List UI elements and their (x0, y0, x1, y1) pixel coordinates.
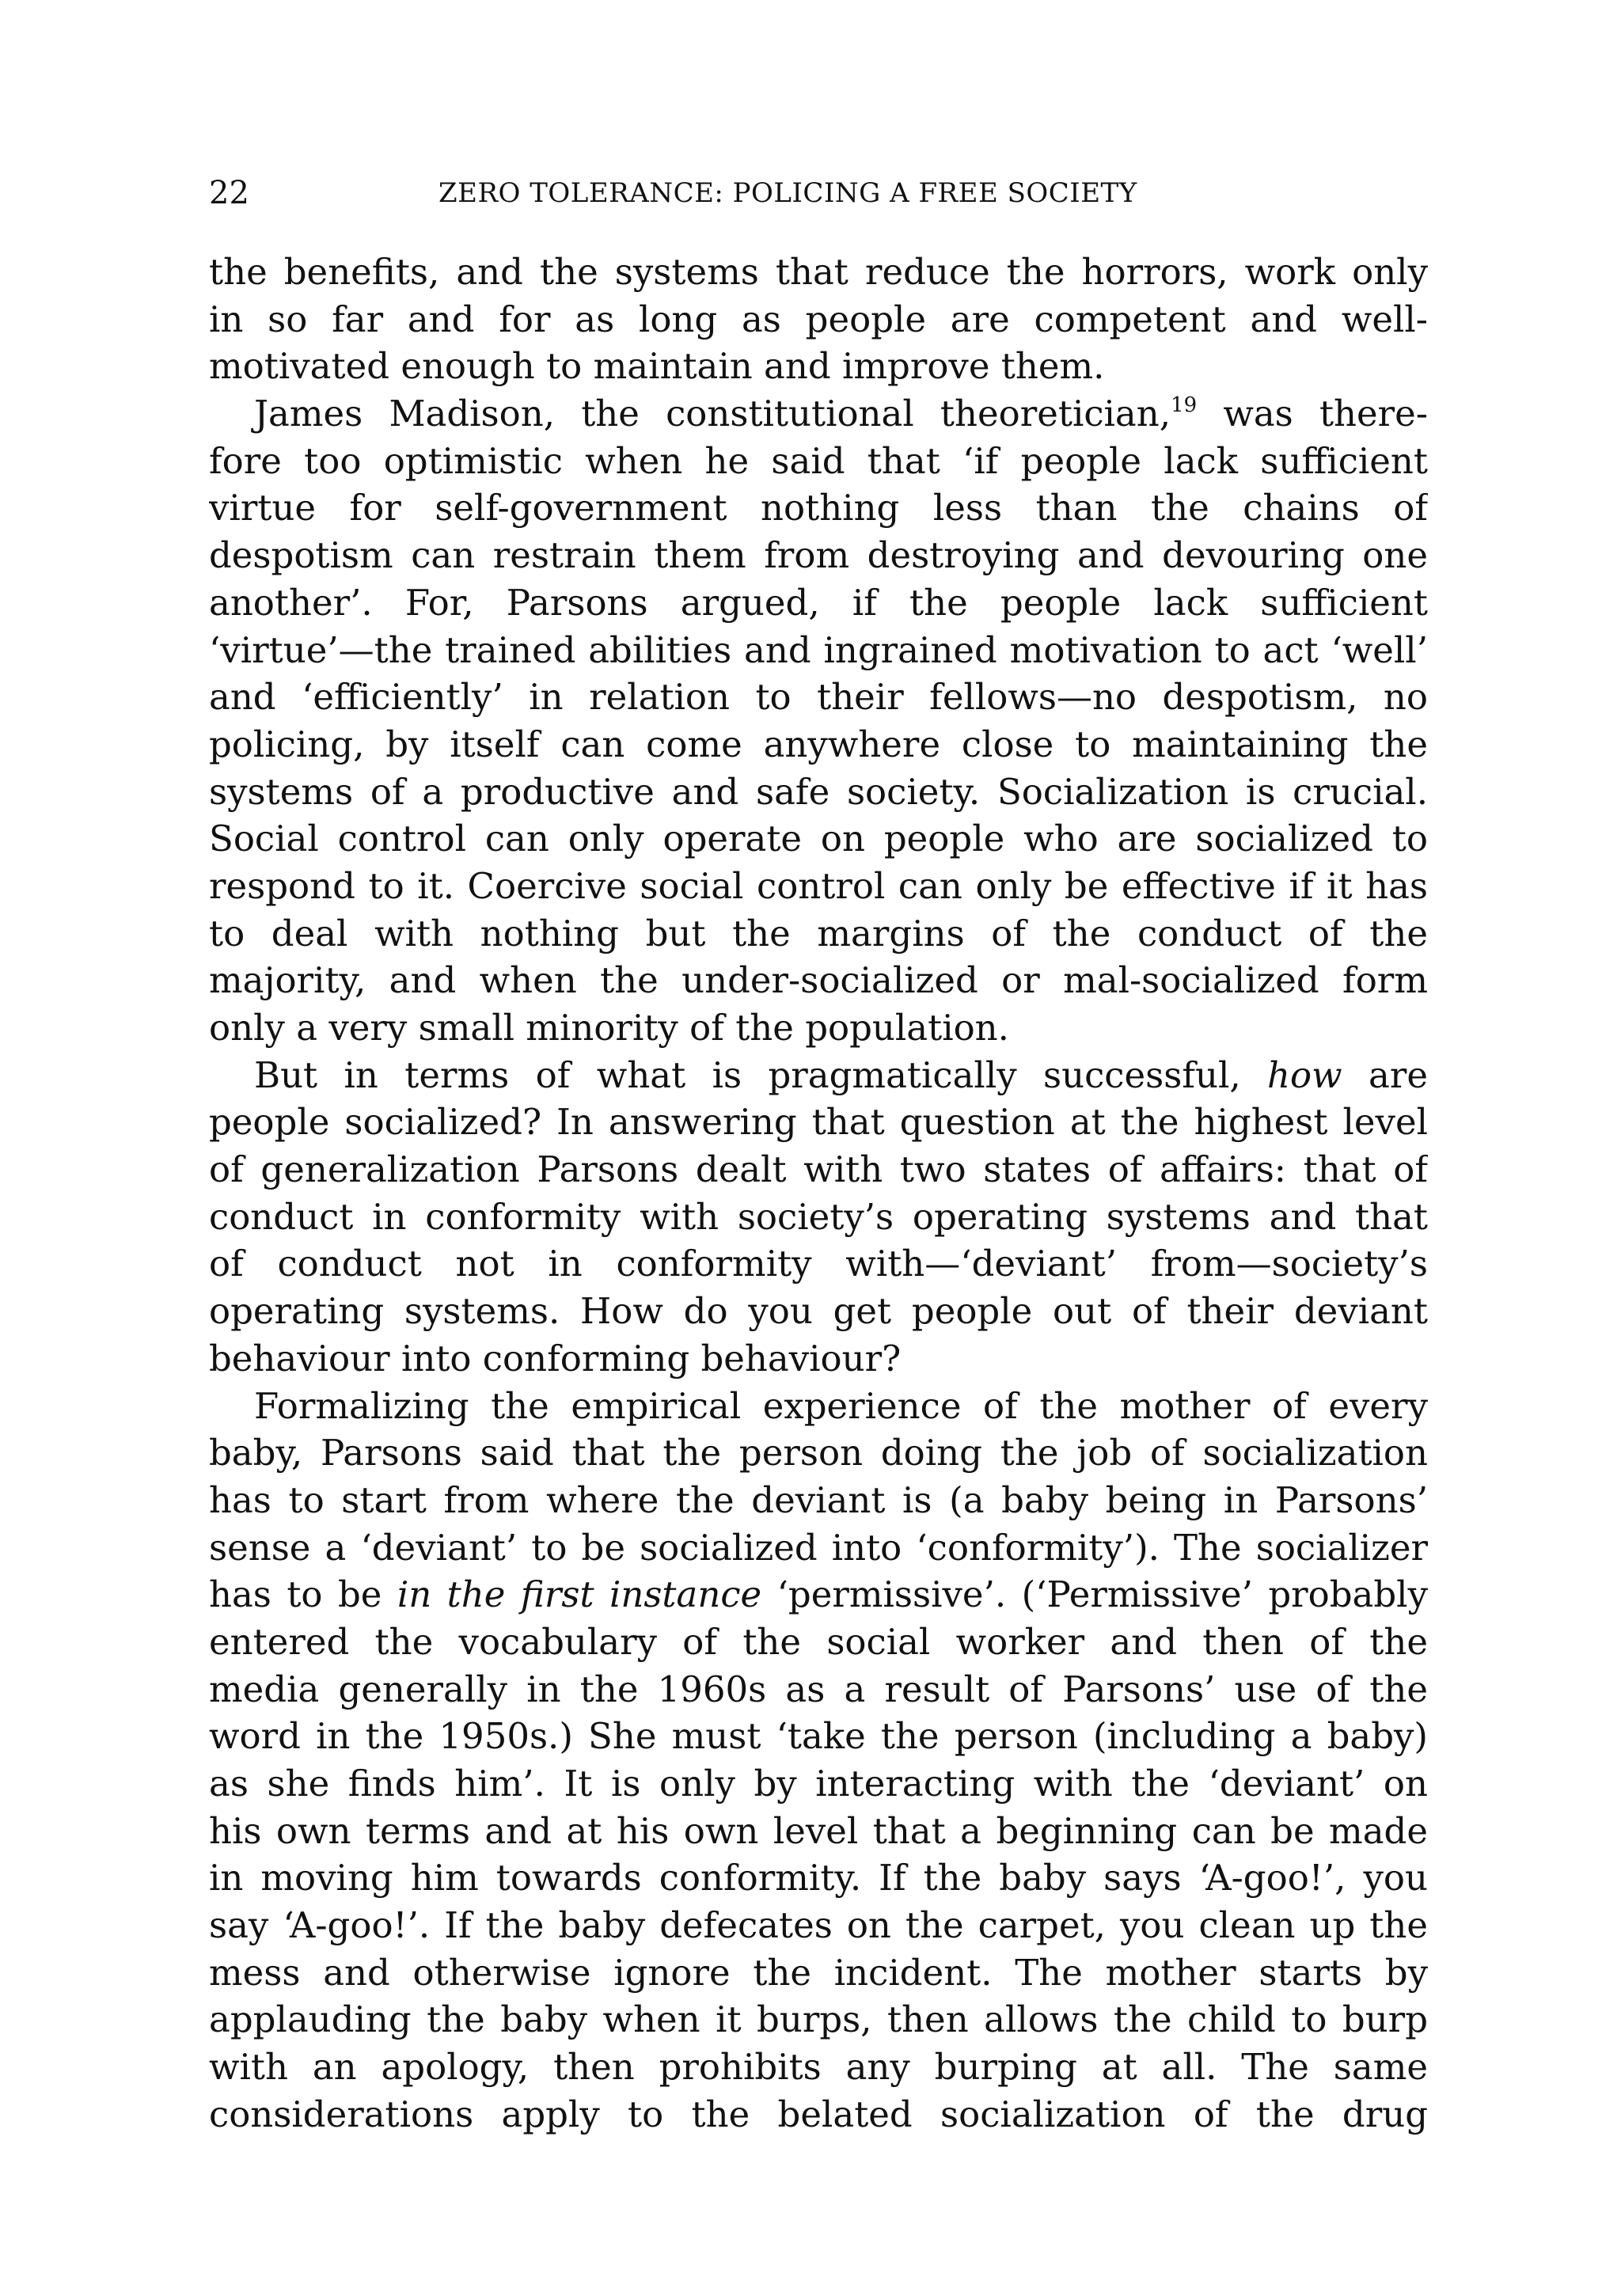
text-line: considerations apply to the belated socialization of the drug (209, 2093, 1428, 2135)
body-text (209, 249, 1428, 2139)
text-line: despotism can restrain them from destroying and devouring one (209, 534, 1428, 577)
text-line: of conduct not in conformity with—‘deviant’ from—society’s (209, 1243, 1428, 1285)
text-line: ‘virtue’—the trained abilities and ingrained motivation to act ‘well’ (209, 628, 1428, 671)
text-segment: But in terms of what is pragmatically successful, (254, 1053, 1268, 1096)
text-line: the benefits, and the systems that reduce the horrors, work only (209, 251, 1428, 293)
page-header (209, 169, 1428, 217)
text-line: fore too optimistic when he said that ‘if people lack sufficient (209, 439, 1428, 482)
text-line: to deal with nothing but the margins of the conduct of the (209, 912, 1428, 954)
emphasis-text: in the first instance (397, 1573, 762, 1616)
text-line: mess and otherwise ignore the incident. The mother starts by (209, 1951, 1428, 1994)
text-line: people socialized? In answering that question at the highest level (209, 1101, 1428, 1144)
text-line: majority, and when the under-socialized or mal-socialized form (209, 959, 1428, 1002)
text-line: motivated enough to maintain and improve them. (209, 345, 1105, 388)
text-line: respond to it. Coercive social control can only be effective if it has (209, 864, 1428, 907)
text-line: operating systems. How do you get people out of their deviant (209, 1290, 1428, 1333)
text-line (209, 390, 1428, 438)
text-line: Formalizing the empirical experience of the mother of every (254, 1384, 1428, 1427)
text-line: in so far and for as long as people are competent and well- (209, 298, 1428, 340)
text-line: policing, by itself can come anywhere close to maintaining the (209, 723, 1428, 765)
text-segment: has to be (209, 1573, 397, 1616)
text-line: entered the vocabulary of the social worker and then of the (209, 1620, 1428, 1663)
footnote-marker: 19 (1171, 393, 1198, 418)
page-number: 22 (209, 175, 249, 211)
text-segment: was there- (1197, 393, 1428, 435)
text-line (209, 1571, 1428, 1619)
emphasis-text: how (1267, 1053, 1342, 1096)
text-line: behaviour into conforming behaviour? (209, 1337, 902, 1379)
text-segment: are (1342, 1053, 1428, 1096)
text-segment: James Madison, the constitutional theoretician, (254, 393, 1171, 435)
text-line: in moving him towards conformity. If the baby says ‘A-goo!’, you (209, 1857, 1428, 1899)
text-line: only a very small minority of the population. (209, 1007, 1009, 1049)
text-line: say ‘A-goo!’. If the baby defecates on the carpet, you clean up the (209, 1904, 1428, 1947)
text-line: has to start from where the deviant is (a baby being in Parsons’ (209, 1478, 1428, 1521)
text-line: another’. For, Parsons argued, if the people lack sufficient (209, 581, 1428, 624)
text-line: as she finds him’. It is only by interacting with the ‘deviant’ on (209, 1763, 1428, 1805)
text-line: with an apology, then prohibits any burping at all. The same (209, 2046, 1428, 2089)
text-line: systems of a productive and safe society. Socialization is crucial. (209, 770, 1428, 813)
running-head: ZERO TOLERANCE: POLICING A FREE SOCIETY (438, 177, 1137, 209)
text-line (209, 1052, 1428, 1099)
text-line: baby, Parsons said that the person doing the job of socialization (209, 1432, 1428, 1474)
text-line: virtue for self-government nothing less than the chains of (209, 487, 1428, 529)
text-line: of generalization Parsons dealt with two states of affairs: that of (209, 1148, 1428, 1191)
text-line: and ‘efficiently’ in relation to their fellows—no despotism, no (209, 676, 1428, 719)
text-segment: ‘permissive’. (‘Permissive’ probably (761, 1573, 1428, 1616)
text-line: word in the 1950s.) She must ‘take the person (including a baby) (209, 1715, 1428, 1758)
text-line: applauding the baby when it burps, then allows the child to burp (209, 1998, 1428, 2041)
text-line: his own terms and at his own level that a beginning can be made (209, 1809, 1428, 1852)
text-line: media generally in the 1960s as a result of Parsons’ use of the (209, 1668, 1428, 1710)
text-line: Social control can only operate on people who are socialized to (209, 818, 1428, 860)
text-line: sense a ‘deviant’ to be socialized into ‘conformity’). The socializer (209, 1526, 1428, 1569)
text-line: conduct in conformity with society’s operating systems and that (209, 1195, 1428, 1238)
